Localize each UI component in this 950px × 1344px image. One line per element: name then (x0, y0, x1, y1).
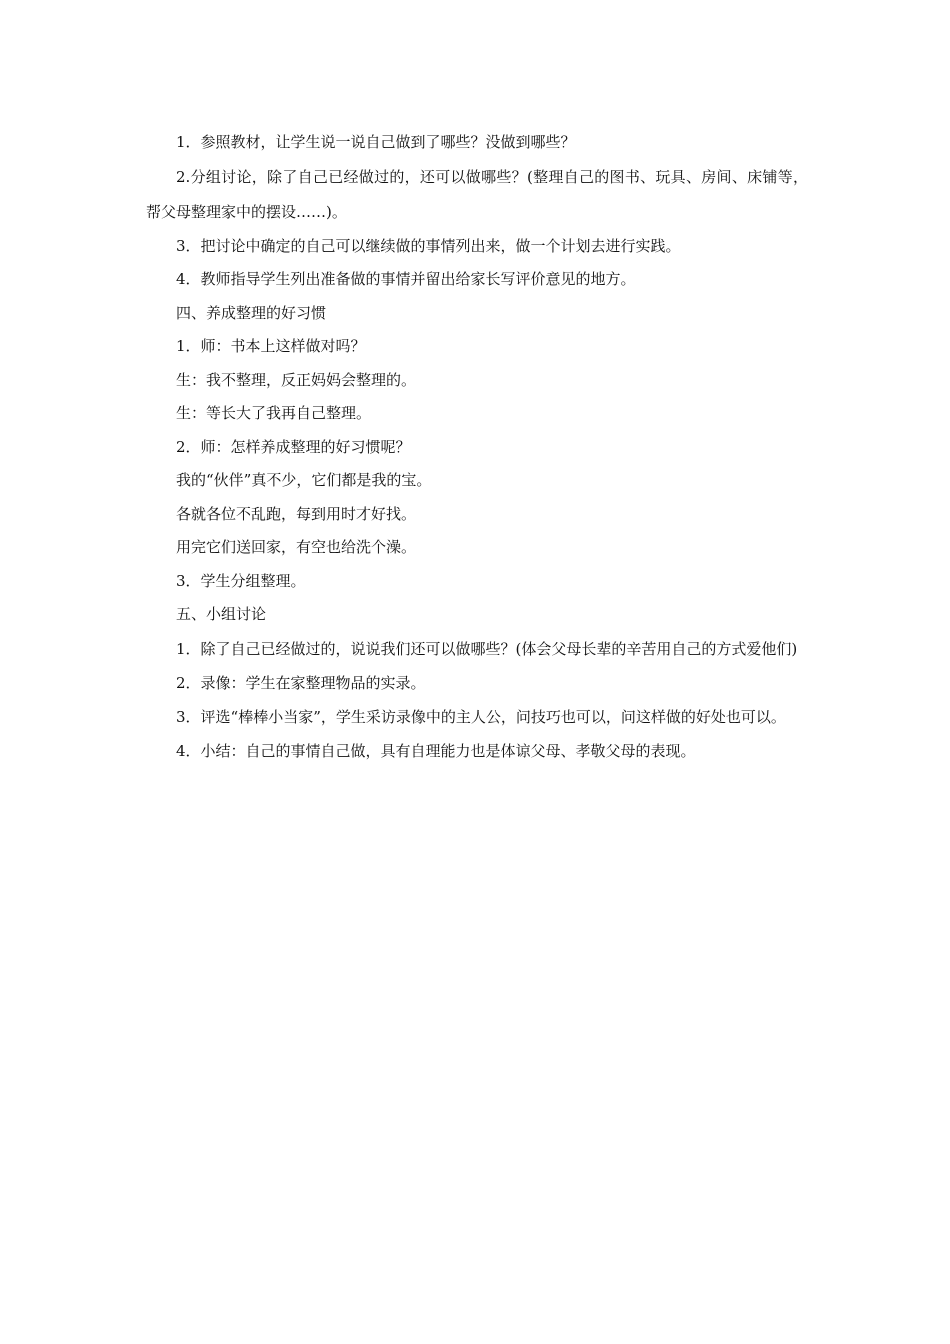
rhyme-line-1: 我的“伙伴”真不少，它们都是我的宝。 (176, 471, 432, 489)
paragraph-6: 生：我不整理，反正妈妈会整理的。 (176, 370, 417, 389)
rhyme-line-3: 用完它们送回家，有空也给洗个澡。 (176, 538, 417, 556)
paragraph-13: 4．小结：自己的事情自己做，具有自理能力也是体谅父母、孝敬父母的表现。 (176, 742, 696, 760)
paragraph-4: 4．教师指导学生列出准备做的事情并留出给家长写评价意见的地方。 (176, 270, 636, 288)
rhyme-line-2: 各就各位不乱跑，每到用时才好找。 (176, 504, 417, 523)
document-body (146, 126, 808, 769)
paragraph-9: 3．学生分组整理。 (176, 571, 306, 590)
section-heading-5: 五、小组讨论 (176, 605, 267, 623)
paragraph-12: 3．评选“棒棒小当家”，学生采访录像中的主人公，问技巧也可以，问这样做的好处也可以。 (176, 708, 786, 726)
section-heading-4: 四、养成整理的好习惯 (176, 303, 327, 322)
paragraph-1: 1．参照教材，让学生说一说自己做到了哪些？没做到哪些？ (176, 133, 576, 151)
paragraph-7: 生：等长大了我再自己整理。 (176, 404, 372, 422)
paragraph-11: 2．录像：学生在家整理物品的实录。 (176, 673, 426, 692)
paragraph-8: 2．师：怎样养成整理的好习惯呢？ (176, 437, 411, 456)
paragraph-2: 2.分组讨论，除了自己已经做过的，还可以做哪些？(整理自己的图书、玩具、房间、床铺等，帮父母整理家中的摆设……)。 (146, 167, 808, 221)
paragraph-10: 1．除了自己已经做过的，说说我们还可以做哪些？(体会父母长辈的辛苦用自己的方式爱他们) (176, 639, 798, 658)
paragraph-3: 3．把讨论中确定的自己可以继续做的事情列出来，做一个计划去进行实践。 (176, 236, 681, 255)
paragraph-5: 1．师：书本上这样做对吗？ (176, 337, 366, 355)
